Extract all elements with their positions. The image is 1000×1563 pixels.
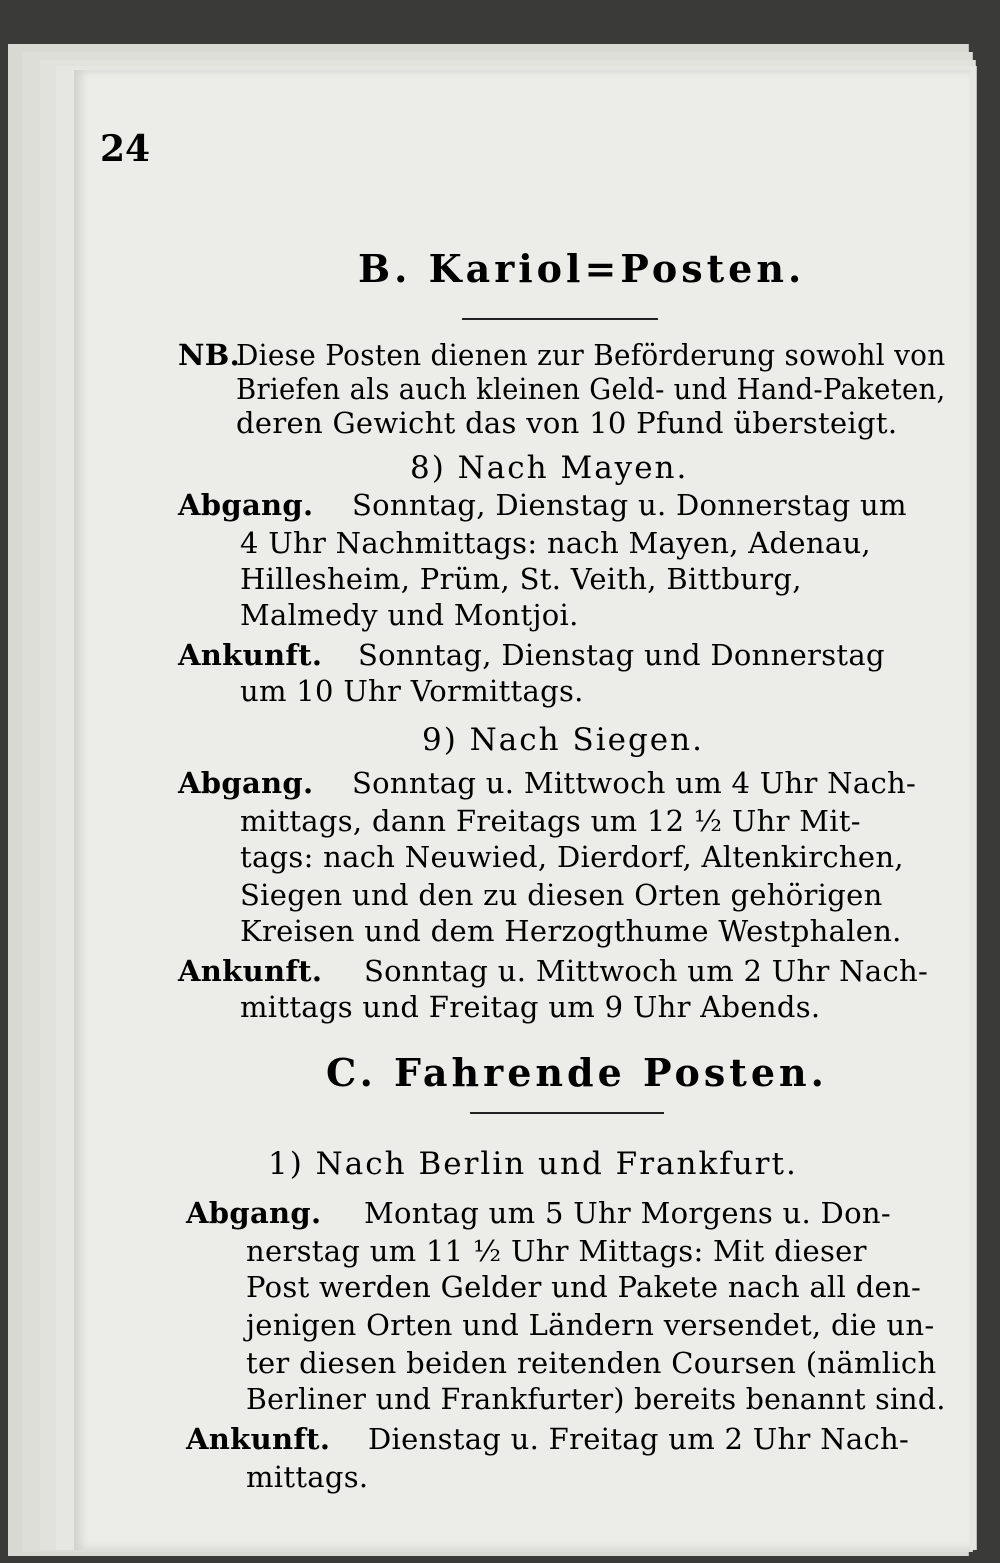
arrival-label: Ankunft. bbox=[186, 1422, 331, 1456]
departure-line: ter diesen beiden reitenden Coursen (nämlich bbox=[246, 1346, 937, 1380]
nb-label: NB. bbox=[178, 338, 241, 372]
departure-line: Sonntag u. Mittwoch um 4 Uhr Nach- bbox=[352, 766, 917, 800]
departure-line: nerstag um 11 ½ Uhr Mittags: Mit dieser bbox=[246, 1234, 867, 1268]
arrival-line: mittags. bbox=[246, 1460, 369, 1494]
departure-line: Hillesheim, Prüm, St. Veith, Bittburg, bbox=[240, 562, 802, 596]
arrival-line: mittags und Freitag um 9 Uhr Abends. bbox=[240, 990, 821, 1024]
departure-line: Malmedy und Montjoi. bbox=[240, 598, 579, 632]
arrival-line: um 10 Uhr Vormittags. bbox=[240, 674, 584, 708]
arrival-line: Sonntag, Dienstag und Donnerstag bbox=[358, 638, 885, 672]
note-line: Diese Posten dienen zur Beförderung sowohl von bbox=[236, 338, 946, 372]
arrival-line: Sonntag u. Mittwoch um 2 Uhr Nach- bbox=[364, 954, 929, 988]
page-number: 24 bbox=[100, 128, 151, 170]
departure-label: Abgang. bbox=[186, 1196, 322, 1230]
section-rule bbox=[462, 318, 658, 320]
departure-line: 4 Uhr Nachmittags: nach Mayen, Adenau, bbox=[240, 526, 871, 560]
departure-line: Montag um 5 Uhr Morgens u. Don- bbox=[364, 1196, 891, 1230]
arrival-label: Ankunft. bbox=[178, 638, 323, 672]
section-c-heading: C. Fahrende Posten. bbox=[326, 1050, 828, 1095]
departure-line: tags: nach Neuwied, Dierdorf, Altenkirchen, bbox=[240, 840, 904, 874]
departure-line: Post werden Gelder und Pakete nach all den- bbox=[246, 1270, 922, 1304]
departure-label: Abgang. bbox=[178, 488, 314, 522]
section-rule bbox=[470, 1112, 664, 1114]
section-b-heading: B. Kariol=Posten. bbox=[358, 246, 806, 291]
departure-line: Sonntag, Dienstag u. Donnerstag um bbox=[352, 488, 907, 522]
departure-line: Siegen und den zu diesen Orten gehörigen bbox=[240, 878, 883, 912]
route-title: 8) Nach Mayen. bbox=[410, 450, 689, 486]
departure-label: Abgang. bbox=[178, 766, 314, 800]
route-title: 1) Nach Berlin und Frankfurt. bbox=[268, 1146, 798, 1182]
arrival-label: Ankunft. bbox=[178, 954, 323, 988]
note-line: deren Gewicht das von 10 Pfund übersteigt. bbox=[236, 406, 898, 440]
departure-line: Berliner und Frankfurter) bereits benannt sind. bbox=[246, 1382, 946, 1416]
departure-line: Kreisen und dem Herzogthume Westphalen. bbox=[240, 914, 902, 948]
arrival-line: Dienstag u. Freitag um 2 Uhr Nach- bbox=[368, 1422, 910, 1456]
route-title: 9) Nach Siegen. bbox=[422, 722, 704, 758]
departure-line: jenigen Orten und Ländern versendet, die un- bbox=[246, 1308, 935, 1342]
note-line: Briefen als auch kleinen Geld- und Hand-Paketen, bbox=[236, 372, 946, 406]
departure-line: mittags, dann Freitags um 12 ½ Uhr Mit- bbox=[240, 804, 861, 838]
